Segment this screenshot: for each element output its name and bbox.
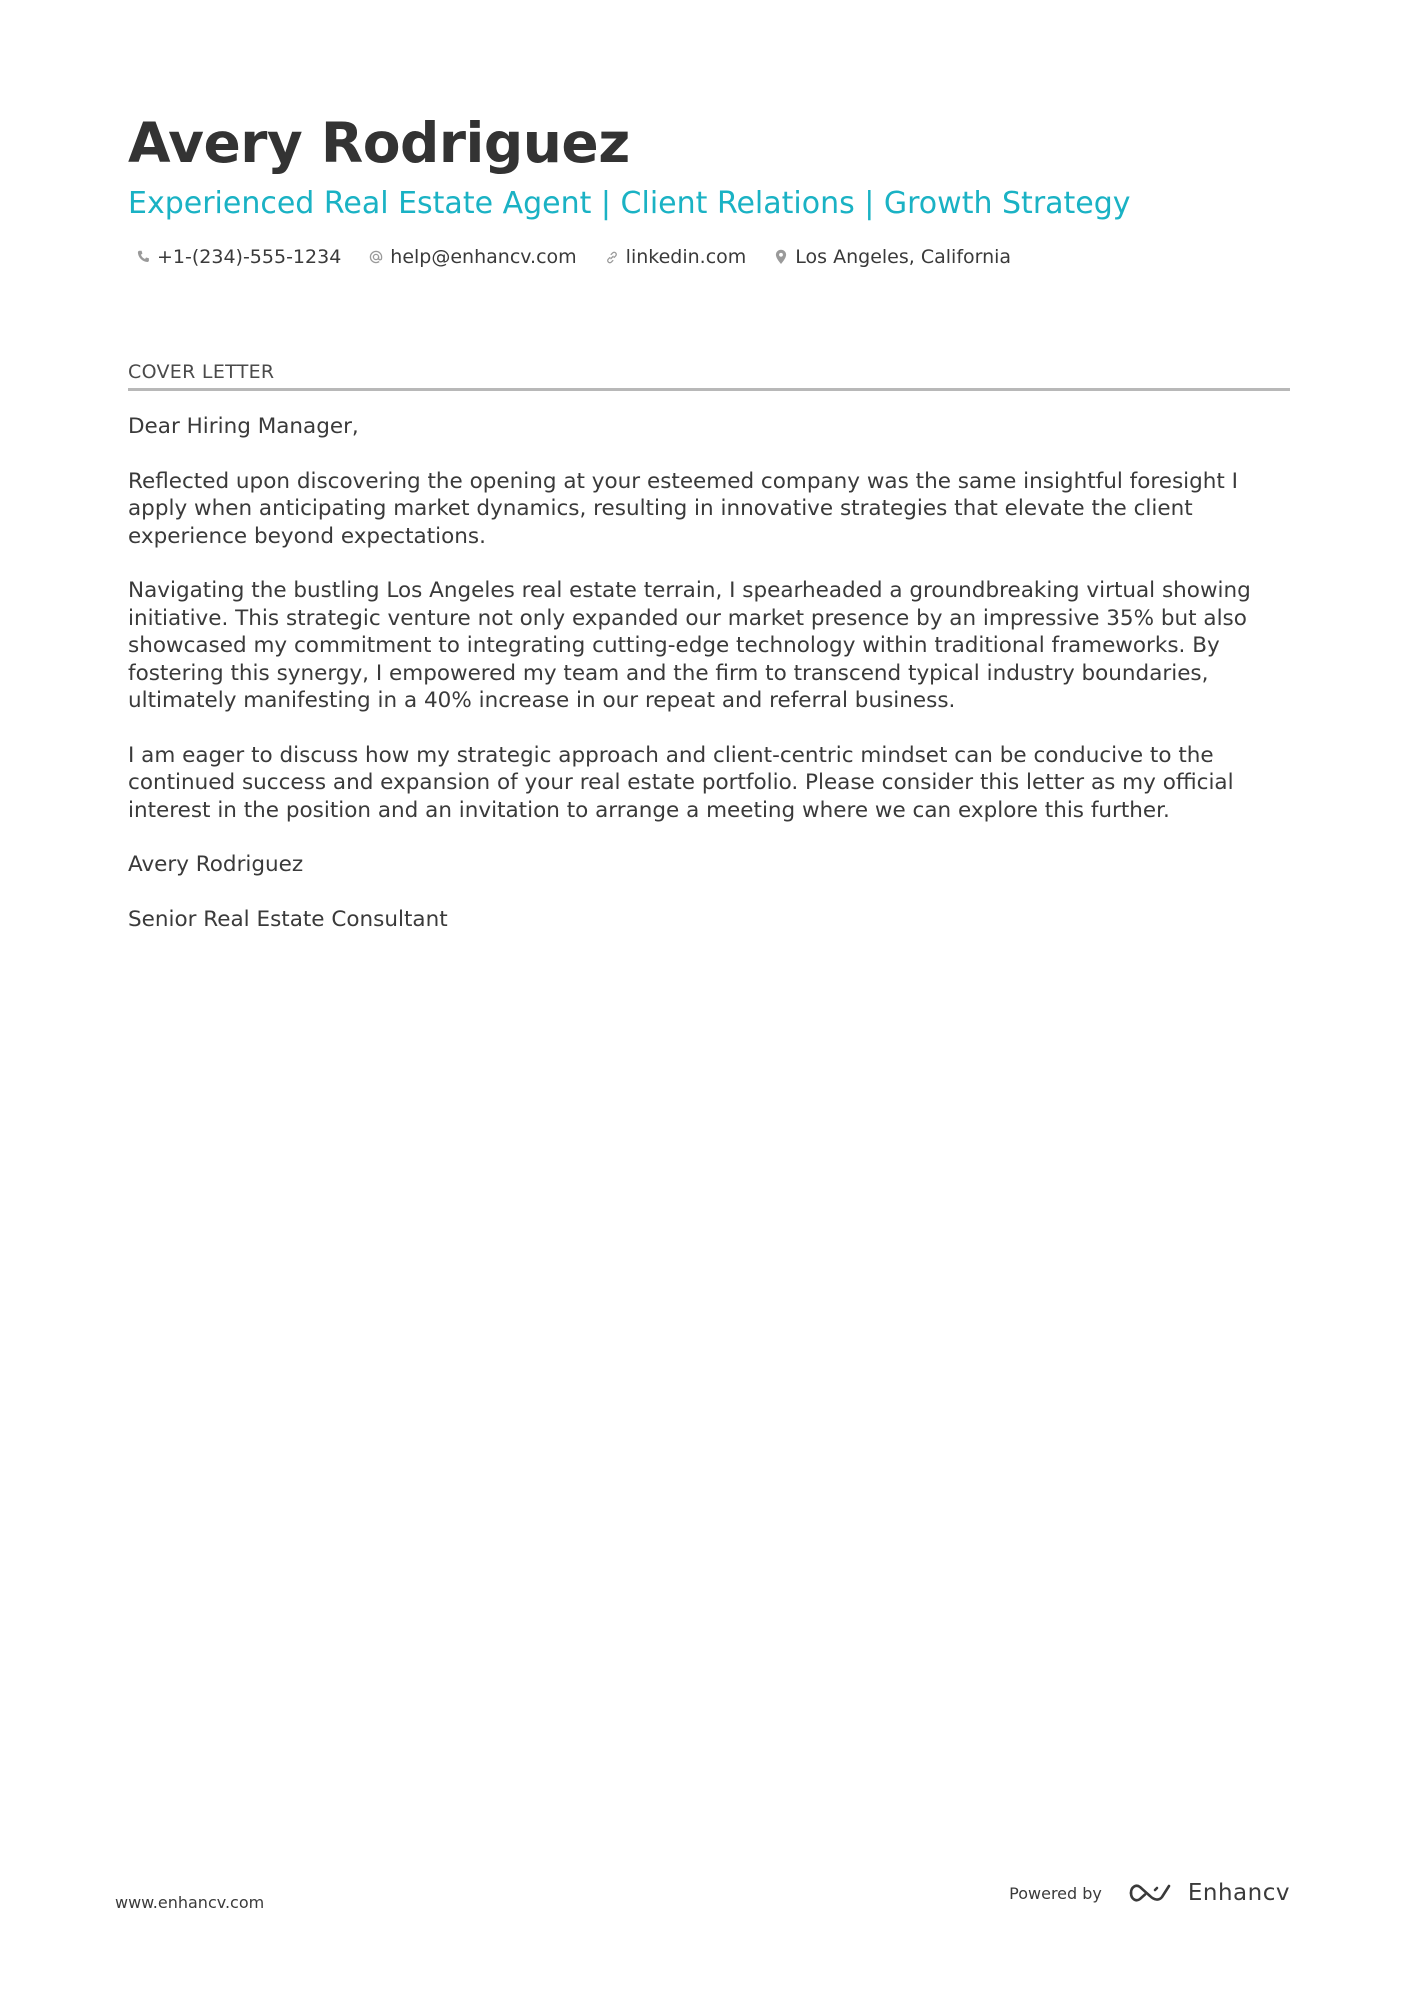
footer-branding	[1009, 1880, 1290, 1906]
brand-name: Enhancv	[1187, 1880, 1290, 1906]
signature-name: Avery Rodriguez	[128, 852, 304, 877]
section-title: COVER LETTER	[128, 358, 1290, 391]
contact-phone	[136, 242, 341, 272]
contact-location-text: Los Angeles, California	[795, 246, 1012, 268]
letter-paragraph: Navigating the bustling Los Angeles real estate terrain, I spearheaded a groundbreaking virtual showing initiative. This strategic venture not only expanded our market presence by an impressive 35% but also showcased my commitment to integrating cutting-edge technology within traditional frameworks. By fostering this synergy, I empowered my team and the firm to transcend typical industry boundaries, ultimately manifesting in a 40% increase in our repeat and referral business.	[128, 578, 1251, 713]
letter-paragraph: I am eager to discuss how my strategic approach and client-centric mindset can be conducive to the continued success and expansion of your real estate portfolio. Please consider this letter as my official interest in the position and an invitation to arrange a meeting where we can explore this further.	[128, 742, 1234, 823]
at-icon	[369, 248, 383, 266]
contact-email-text: help@enhancv.com	[390, 246, 577, 268]
link-icon	[605, 248, 619, 266]
location-pin-icon	[774, 248, 788, 266]
contact-bar	[128, 242, 1288, 272]
candidate-name: Avery Rodriguez	[128, 111, 630, 175]
enhancv-logo-icon	[1128, 1880, 1174, 1906]
letter-paragraph: Reflected upon discovering the opening at your esteemed company was the same insightful foresight I apply when anticipating market dynamics, resulting in innovative strategies that elevate the client experience beyond expectations.	[128, 468, 1239, 549]
letter-greeting: Dear Hiring Manager,	[128, 414, 359, 439]
contact-linkedin-text: linkedin.com	[625, 246, 747, 268]
signature-title: Senior Real Estate Consultant	[128, 906, 448, 932]
contact-email	[369, 242, 576, 272]
footer-website[interactable]: www.enhancv.com	[115, 1893, 265, 1912]
letter-body	[128, 413, 1290, 933]
powered-by-label: Powered by	[1009, 1883, 1102, 1903]
contact-location	[774, 242, 1011, 272]
header	[128, 108, 1288, 272]
candidate-headline: Experienced Real Estate Agent | Client Relations | Growth Strategy	[128, 186, 1131, 221]
contact-phone-text: +1-(234)-555-1234	[157, 246, 342, 268]
phone-icon	[136, 248, 150, 266]
cover-letter-section	[128, 358, 1290, 960]
contact-linkedin	[605, 242, 747, 272]
